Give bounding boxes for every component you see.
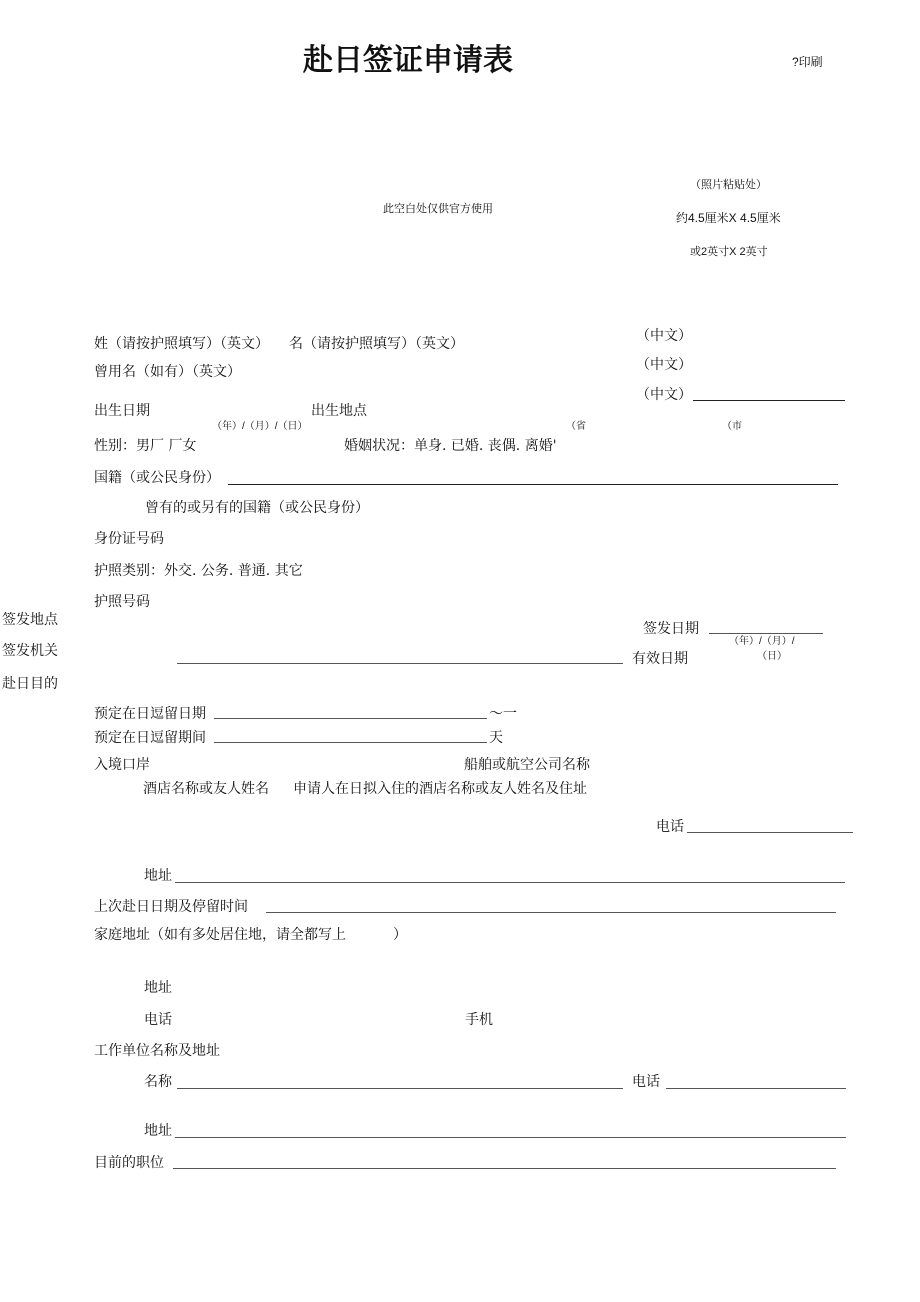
photo-label: （照片粘贴处） <box>690 179 767 191</box>
issue-place-label: 签发地点 <box>2 612 58 628</box>
official-use-note: 此空白处仅供官方使用 <box>383 203 493 215</box>
valid-date-label: 有效日期 <box>632 651 688 667</box>
print-note: ?印刷 <box>792 55 823 69</box>
former-nationality-label: 曾有的或另有的国籍（或公民身份） <box>145 500 369 516</box>
issue-ymd-label-a: （年）/（月）/ <box>729 636 795 647</box>
stay-period-label: 预定在日逗留期间 <box>94 730 206 746</box>
former-name-label: 曾用名（如有）（英文） <box>94 364 241 380</box>
birth-ymd-label: （年）/（月）/（日） <box>212 421 308 432</box>
passport-number-label: 护照号码 <box>94 594 150 610</box>
employer-label: 工作单位名称及地址 <box>94 1043 220 1059</box>
passport-type-label[interactable]: 护照类别：外交. 公务. 普通. 其它 <box>94 563 303 579</box>
stay-tilde: ～一 <box>489 706 517 722</box>
home-phone-label: 电话 <box>144 1012 172 1028</box>
mobile-label: 手机 <box>465 1012 493 1028</box>
hotel-address-label: 地址 <box>144 868 172 884</box>
chinese-label-3: （中文） <box>636 387 692 403</box>
employer-name-label: 名称 <box>144 1074 172 1090</box>
purpose-label: 赴日目的 <box>2 676 58 692</box>
employer-address-line[interactable] <box>175 1137 846 1138</box>
employer-phone-line[interactable] <box>666 1088 846 1089</box>
city-label: （市 <box>722 421 742 432</box>
last-visit-label: 上次赴日日期及停留时间 <box>94 899 248 915</box>
home-address-close: ） <box>393 927 407 943</box>
given-name-label: 名（请按护照填写）（英文） <box>289 336 464 352</box>
hotel-description: 申请人在日拟入住的酒店名称或友人姓名及住址 <box>293 781 587 797</box>
birth-date-label: 出生日期 <box>94 403 150 419</box>
home-address-label: 家庭地址（如有多处居住地，请全都写上 <box>94 927 346 943</box>
hotel-name-label: 酒店名称或友人姓名 <box>143 781 269 797</box>
hotel-phone-line[interactable] <box>687 832 853 833</box>
birth-place-label: 出生地点 <box>311 403 367 419</box>
nationality-label: 国籍（或公民身份） <box>94 470 220 486</box>
stay-dates-label: 预定在日逗留日期 <box>94 706 206 722</box>
employer-address-label: 地址 <box>144 1123 172 1139</box>
stay-period-line[interactable] <box>214 742 487 743</box>
id-number-label: 身份证号码 <box>94 531 164 547</box>
form-title: 赴日签证申请表 <box>303 44 513 77</box>
entry-port-label: 入境口岸 <box>94 757 150 773</box>
chinese-name-line[interactable] <box>693 400 845 401</box>
marital-status-label[interactable]: 婚姻状况：单身. 已婚. 丧偶. 离婚' <box>344 438 557 454</box>
province-label: （省 <box>566 421 586 432</box>
days-label: 天 <box>489 730 503 746</box>
issue-ymd-label-b: （日） <box>757 651 787 662</box>
employer-name-line[interactable] <box>177 1088 623 1089</box>
issue-date-label: 签发日期 <box>643 621 699 637</box>
photo-size-in: 或2英寸X 2英寸 <box>690 246 768 258</box>
issue-authority-label: 签发机关 <box>2 643 58 659</box>
employer-phone-label: 电话 <box>632 1074 660 1090</box>
sex-label[interactable]: 性别：男厂 厂女 <box>94 438 197 454</box>
hotel-address-line[interactable] <box>175 882 845 883</box>
surname-label: 姓（请按护照填写）（英文） <box>94 336 269 352</box>
issue-authority-line[interactable] <box>177 663 623 664</box>
home-address-field-label: 地址 <box>144 980 172 996</box>
chinese-label-2: （中文） <box>636 357 692 373</box>
position-label: 目前的职位 <box>94 1155 164 1171</box>
hotel-phone-label: 电话 <box>656 819 684 835</box>
nationality-line[interactable] <box>228 484 838 485</box>
issue-date-line[interactable] <box>709 633 823 634</box>
ship-airline-label: 船舶或航空公司名称 <box>464 757 590 773</box>
stay-dates-line[interactable] <box>214 718 487 719</box>
chinese-label-1: （中文） <box>636 328 692 344</box>
last-visit-line[interactable] <box>266 912 836 913</box>
position-line[interactable] <box>173 1168 836 1169</box>
photo-size-cm: 约4.5厘米X 4.5厘米 <box>676 211 781 225</box>
